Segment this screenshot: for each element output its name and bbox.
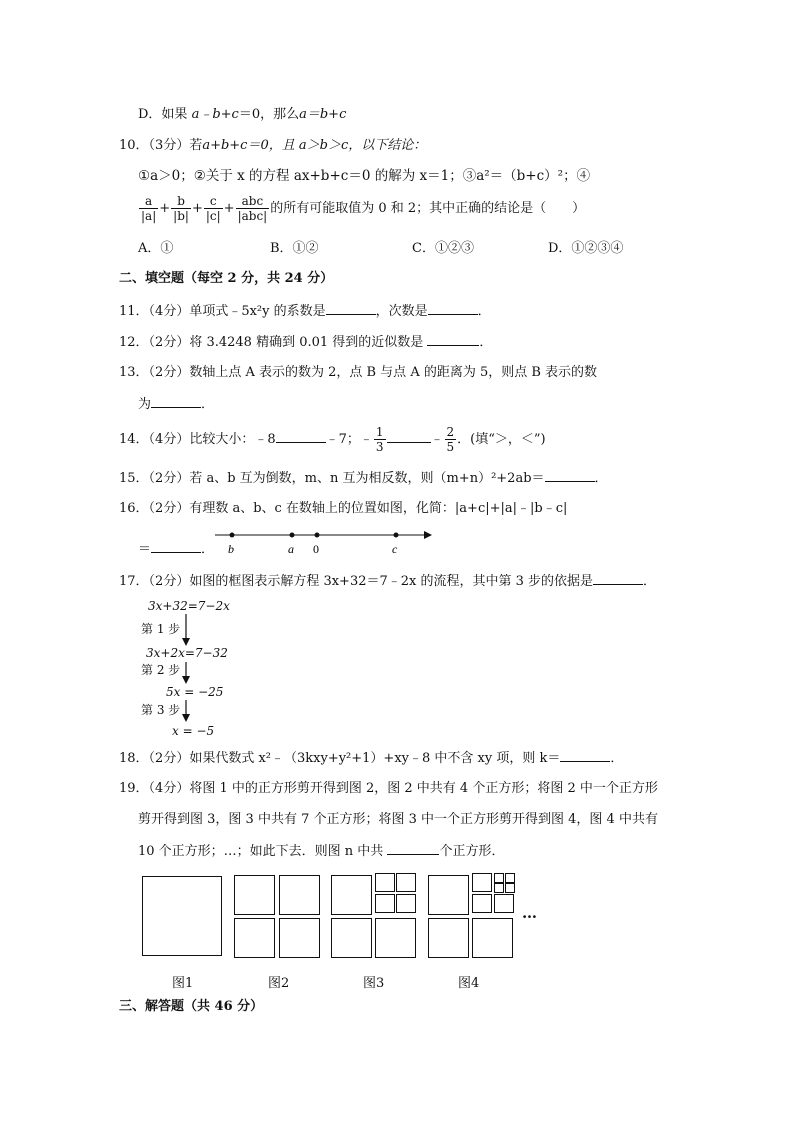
q10-fractions: $\frac{a}{|a|}$ + $\frac{b}{|b|}$ + $\frac{c}{|c|}$ + $\frac{\text{abc}}{\text{|abc|}}$ 的所有可能取值为 0 和 2；其中正确的结论是（ ） <box>141 194 586 223</box>
q15-blank[interactable] <box>545 469 595 482</box>
square <box>505 883 515 893</box>
q14-text: 14．（4分）比较大小：﹣8 <box>119 432 276 447</box>
q17-end: ． <box>643 574 657 589</box>
q14-frac-1 <box>374 425 386 454</box>
q14-end: ．(填“＞，＜”) <box>457 432 546 447</box>
q14-frac-2 <box>445 425 457 454</box>
square <box>428 875 469 915</box>
q16-number-line <box>210 525 435 557</box>
q10-num: 10．（3分）若 <box>119 138 203 153</box>
q19-line3a: 10 个正方形；…；如此下去．则图 n 中共 <box>138 844 384 859</box>
q12 <box>119 333 492 352</box>
q13-line1: 13．（2分）数轴上点 A 表示的数为 2，点 B 与点 A 的距离为 5，则点 B 表示的数 <box>119 365 598 380</box>
caption-fig2: 图2 <box>268 976 290 991</box>
q13-line2 <box>138 395 214 414</box>
frac-num: abc <box>236 194 270 209</box>
axis-arrow-icon <box>424 531 432 539</box>
square <box>505 873 515 883</box>
caption-fig4: 图4 <box>458 976 480 991</box>
flow-eq-3: 5x = −25 <box>166 685 224 699</box>
flow-eq-1: 3x+32=7−2x <box>148 599 230 613</box>
frac-den: |b| <box>173 209 189 223</box>
square <box>375 894 395 913</box>
square <box>472 873 492 892</box>
square <box>472 894 492 913</box>
square <box>396 894 416 913</box>
q15 <box>119 469 608 488</box>
square <box>375 918 416 958</box>
figure-ellipsis: … <box>522 904 537 922</box>
frac-num: b <box>171 194 191 209</box>
square <box>142 876 222 956</box>
q18-text: 18．（2分）如果代数式 x²﹣（3kxy+y²+1）+xy﹣8 中不含 xy 项，则 k＝ <box>119 751 561 766</box>
frac-num: a <box>139 194 158 209</box>
q11-end: ． <box>477 304 491 319</box>
q14-blank-2[interactable] <box>387 430 431 443</box>
point-c <box>394 533 399 538</box>
q10-tail: 的所有可能取值为 0 和 2；其中正确的结论是（ ） <box>270 201 586 216</box>
q12-end: ． <box>479 335 493 350</box>
flow-eq-4: x = −5 <box>172 724 215 738</box>
q16-end: ． <box>201 542 215 557</box>
q10-option-a: A．① <box>138 241 174 256</box>
q13-end: ． <box>201 397 215 412</box>
q10-frac-a <box>139 194 158 223</box>
q14-blank-1[interactable] <box>276 430 326 443</box>
q17 <box>119 572 656 591</box>
q9-option-d <box>138 106 346 124</box>
q19-line3 <box>138 842 504 861</box>
q10-option-b: B．①② <box>270 241 319 256</box>
square <box>472 918 513 958</box>
square <box>494 873 504 883</box>
flow-step-1: 第 1 步 <box>141 622 181 636</box>
q10-cond: a+b+c＝0，且 a＞b＞c，以下结论： <box>202 138 427 153</box>
square <box>331 918 372 958</box>
flow-step-2: 第 2 步 <box>141 663 181 677</box>
q11-text: 11．（4分）单项式﹣5x²y 的系数是 <box>119 304 326 319</box>
q19-blank[interactable] <box>387 842 439 855</box>
q17-text: 17．（2分）如图的框图表示解方程 3x+32＝7﹣2x 的流程，其中第 3 步的依据是 <box>119 574 594 589</box>
q9d-eq: ＝0，那么 <box>238 107 300 122</box>
point-a <box>290 533 295 538</box>
square <box>375 873 395 892</box>
q16-blank[interactable] <box>151 540 201 553</box>
arrow-down-icon <box>182 676 190 684</box>
square <box>428 918 469 958</box>
q10-stem <box>119 137 426 155</box>
q14-mid: ﹣7；﹣ <box>325 432 373 447</box>
q10-frac-abc <box>236 194 270 223</box>
q18 <box>119 749 623 768</box>
q10-option-c: C．①②③ <box>412 241 474 256</box>
flow-step-3: 第 3 步 <box>141 703 181 717</box>
frac-den: 5 <box>446 440 455 454</box>
q18-blank[interactable] <box>560 749 610 762</box>
q14-mid2: ﹣ <box>430 432 444 447</box>
q13-line2a: 为 <box>138 397 152 412</box>
q9d-expr1: a﹣b+c <box>191 107 239 122</box>
frac-den: |abc| <box>237 209 268 223</box>
frac-num: 2 <box>446 425 455 439</box>
q17-blank[interactable] <box>593 572 643 585</box>
q19-line1: 19．（4分）将图 1 中的正方形剪开得到图 2，图 2 中共有 4 个正方形；将图 2 中一个正方形 <box>119 781 658 796</box>
label-0: 0 <box>313 542 319 556</box>
point-0 <box>315 533 320 538</box>
q12-text: 12．（2分）将 3.4248 精确到 0.01 得到的近似数是 <box>119 335 424 350</box>
arrow-down-icon <box>182 714 190 722</box>
q18-end: ． <box>610 751 624 766</box>
label-c: c <box>392 542 398 556</box>
q9d-expr2: a＝b+c <box>299 107 347 122</box>
frac-den: |c| <box>205 209 221 223</box>
q11-blank-1[interactable] <box>326 302 376 315</box>
q9d-label: D．如果 <box>138 107 188 122</box>
caption-fig3: 图3 <box>363 976 385 991</box>
q19-line2: 剪开得到图 3，图 3 中共有 7 个正方形；将图 3 中一个正方形剪开得到图 4，图 4 中共有 <box>138 812 658 827</box>
frac-num: c <box>204 194 223 209</box>
q10-frac-b <box>171 194 191 223</box>
flow-arrows <box>180 612 192 727</box>
caption-fig1: 图1 <box>172 976 194 991</box>
square <box>331 875 372 915</box>
frac-num: 1 <box>375 425 384 439</box>
q15-end: ． <box>594 471 608 486</box>
q10-option-d: D．①②③④ <box>548 241 624 256</box>
q12-blank[interactable] <box>427 333 479 346</box>
q13-blank[interactable] <box>151 395 201 408</box>
square <box>396 873 416 892</box>
section-2-title: 二、填空题（每空 2 分，共 24 分） <box>119 271 334 286</box>
q11 <box>119 302 491 321</box>
q15-text: 15．（2分）若 a、b 互为倒数，m、n 互为相反数，则（m+n）²+2ab＝ <box>119 471 545 486</box>
frac-den: |a| <box>141 209 157 223</box>
q11-blank-2[interactable] <box>428 302 478 315</box>
q16-line1: 16．（2分）有理数 a、b、c 在数轴上的位置如图，化简：|a+c|+|a|﹣|b﹣c| <box>119 501 568 516</box>
q14 <box>119 422 546 458</box>
square <box>494 883 504 893</box>
frac-den: 3 <box>375 440 384 454</box>
point-b <box>230 533 235 538</box>
q19-line3b: 个正方形． <box>439 844 505 859</box>
q11-mid: ，次数是 <box>375 304 428 319</box>
square <box>494 894 514 913</box>
q10-frac-c <box>204 194 223 223</box>
q16-line2a: ＝ <box>138 542 152 557</box>
square <box>234 875 275 915</box>
square <box>234 918 275 958</box>
arrow-down-icon <box>182 638 190 646</box>
flow-eq-2: 3x+2x=7−32 <box>146 646 228 660</box>
square <box>279 918 320 958</box>
section-3-title: 三、解答题（共 46 分） <box>119 999 264 1014</box>
q16-line2 <box>138 540 214 559</box>
square <box>279 875 320 915</box>
q10-line2: ①a＞0；②关于 x 的方程 ax+b+c＝0 的解为 x＝1；③a²＝（b+c）²；④ <box>138 168 591 184</box>
label-b: b <box>228 542 234 556</box>
label-a: a <box>288 542 294 556</box>
